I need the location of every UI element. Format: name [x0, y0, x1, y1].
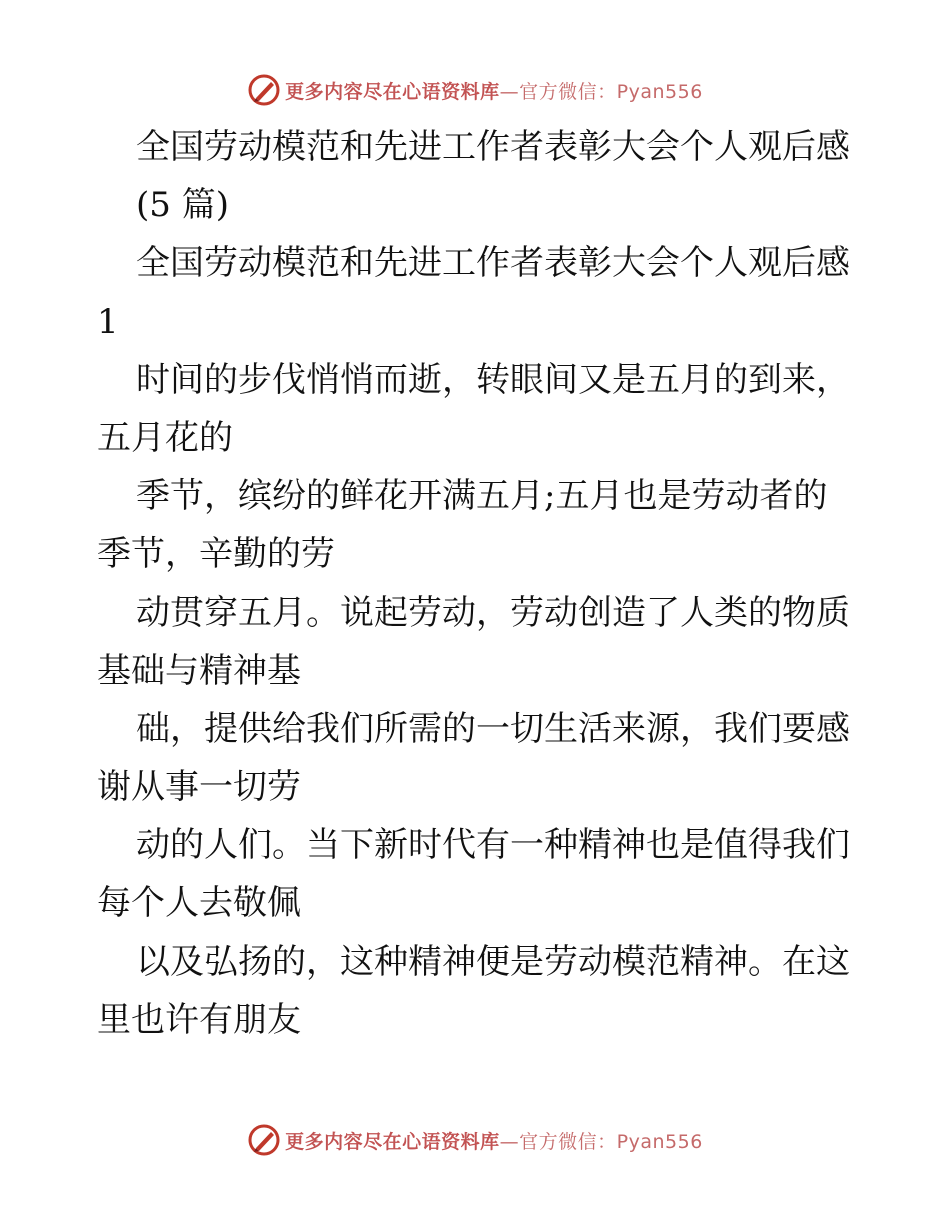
watermark-main: 更多内容尽在心语资料库 — [285, 1130, 500, 1153]
paragraph — [97, 351, 853, 1049]
text-line: 础，提供给我们所需的一切生活来源，我们要感 — [136, 708, 850, 749]
text-line: 以及弘扬的，这种精神便是劳动模范精神。在这 — [136, 941, 850, 982]
text-line: 基础与精神基 — [97, 650, 301, 691]
heading-line-2: 1 — [97, 301, 119, 342]
watermark-text — [285, 1127, 703, 1154]
watermark-footer — [0, 1118, 950, 1162]
text-line: 里也许有朋友 — [97, 999, 301, 1040]
text-line: 季节，缤纷的鲜花开满五月;五月也是劳动者的 — [136, 476, 828, 517]
watermark-dash: — — [499, 1130, 520, 1153]
text-line: 五月花的 — [97, 417, 233, 458]
text-line: 季节，辛勤的劳 — [97, 534, 335, 575]
pen-logo-icon — [247, 73, 281, 107]
watermark-dash: — — [499, 80, 520, 103]
heading-line-1: 全国劳动模范和先进工作者表彰大会个人观后感 — [136, 243, 850, 284]
document-body — [97, 118, 853, 1049]
watermark-sub: 官方微信：Pyan556 — [519, 1130, 703, 1153]
watermark-text — [285, 77, 703, 104]
watermark-header — [0, 68, 950, 112]
pen-logo-icon — [247, 1123, 281, 1157]
watermark-sub: 官方微信：Pyan556 — [519, 80, 703, 103]
text-line: 每个人去敬佩 — [97, 883, 301, 924]
text-line: 谢从事一切劳 — [97, 767, 301, 808]
text-line: 时间的步伐悄悄而逝，转眼间又是五月的到来， — [136, 359, 850, 400]
title-line-1: 全国劳动模范和先进工作者表彰大会个人观后感 — [136, 127, 850, 167]
text-line: 动贯穿五月。说起劳动，劳动创造了人类的物质 — [136, 592, 850, 633]
text-line: 动的人们。当下新时代有一种精神也是值得我们 — [136, 825, 850, 866]
title-line-2: (5 篇) — [136, 185, 229, 226]
watermark-main: 更多内容尽在心语资料库 — [285, 80, 500, 103]
